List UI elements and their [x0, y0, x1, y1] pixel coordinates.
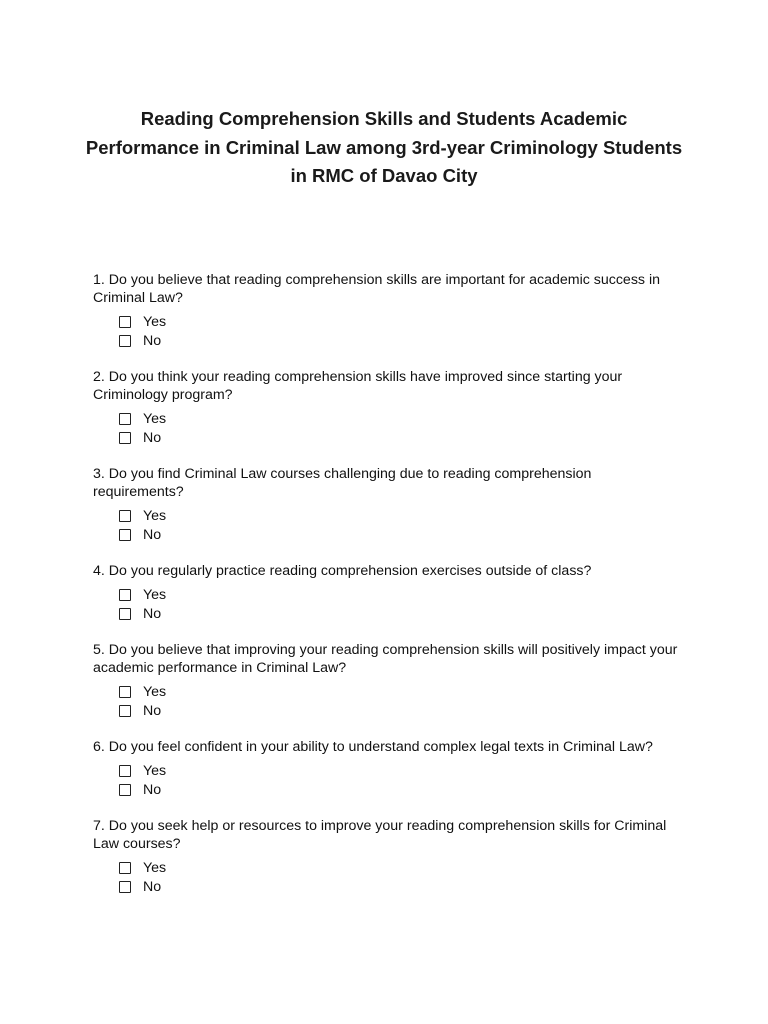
option-list: [93, 761, 683, 800]
option-yes[interactable]: [119, 761, 683, 781]
checkbox-icon[interactable]: [119, 529, 131, 541]
option-list: [93, 312, 683, 351]
option-list: [93, 858, 683, 897]
question-text: 5. Do you believe that improving your reading comprehension skills will positively impact your academic performance in Criminal Law?: [93, 642, 678, 676]
option-no[interactable]: [119, 526, 683, 546]
question-item: [93, 738, 683, 800]
checkbox-icon[interactable]: [119, 510, 131, 522]
checkbox-icon[interactable]: [119, 316, 131, 328]
option-label: Yes: [143, 859, 167, 876]
document-title: Reading Comprehension Skills and Students Academic Performance in Criminal Law among 3rd-year Criminology Students in RMC of Davao City: [85, 108, 683, 186]
option-label: Yes: [143, 586, 167, 603]
option-list: [93, 409, 683, 448]
checkbox-icon[interactable]: [119, 881, 131, 893]
option-list: [93, 506, 683, 545]
option-no[interactable]: [119, 429, 683, 449]
option-no[interactable]: [119, 702, 683, 722]
checkbox-icon[interactable]: [119, 765, 131, 777]
question-text: 6. Do you feel confident in your ability to understand complex legal texts in Criminal Law?: [93, 739, 653, 755]
option-yes[interactable]: [119, 409, 683, 429]
option-no[interactable]: [119, 332, 683, 352]
option-yes[interactable]: [119, 682, 683, 702]
option-label: Yes: [143, 313, 167, 330]
checkbox-icon[interactable]: [119, 686, 131, 698]
option-yes[interactable]: [119, 312, 683, 332]
question-item: [93, 465, 683, 545]
option-list: [93, 682, 683, 721]
option-no[interactable]: [119, 781, 683, 801]
checkbox-icon[interactable]: [119, 413, 131, 425]
option-label: No: [143, 527, 162, 544]
option-yes[interactable]: [119, 858, 683, 878]
question-text: 7. Do you seek help or resources to improve your reading comprehension skills for Criminal Law courses?: [93, 818, 667, 852]
option-label: Yes: [143, 683, 167, 700]
question-text: 4. Do you regularly practice reading comprehension exercises outside of class?: [93, 563, 592, 579]
option-yes[interactable]: [119, 585, 683, 605]
question-item: [93, 641, 683, 721]
option-no[interactable]: [119, 605, 683, 625]
option-yes[interactable]: [119, 506, 683, 526]
question-item: [93, 817, 683, 897]
option-label: Yes: [143, 762, 167, 779]
question-text: 2. Do you think your reading comprehension skills have improved since starting your Criminology program?: [93, 369, 623, 403]
option-label: No: [143, 606, 162, 623]
question-text: 3. Do you find Criminal Law courses challenging due to reading comprehension requirements?: [93, 466, 592, 500]
checkbox-icon[interactable]: [119, 335, 131, 347]
checkbox-icon[interactable]: [119, 608, 131, 620]
question-list: [93, 271, 683, 914]
question-text: 1. Do you believe that reading comprehension skills are important for academic success in Criminal Law?: [93, 272, 660, 306]
option-label: No: [143, 782, 162, 799]
checkbox-icon[interactable]: [119, 432, 131, 444]
option-label: Yes: [143, 410, 167, 427]
option-label: No: [143, 703, 162, 720]
option-label: No: [143, 333, 162, 350]
checkbox-icon[interactable]: [119, 589, 131, 601]
checkbox-icon[interactable]: [119, 784, 131, 796]
question-item: [93, 562, 683, 624]
checkbox-icon[interactable]: [119, 862, 131, 874]
question-item: [93, 368, 683, 448]
option-label: Yes: [143, 507, 167, 524]
option-label: No: [143, 430, 162, 447]
option-list: [93, 585, 683, 624]
option-no[interactable]: [119, 878, 683, 898]
question-item: [93, 271, 683, 351]
option-label: No: [143, 879, 162, 896]
checkbox-icon[interactable]: [119, 705, 131, 717]
